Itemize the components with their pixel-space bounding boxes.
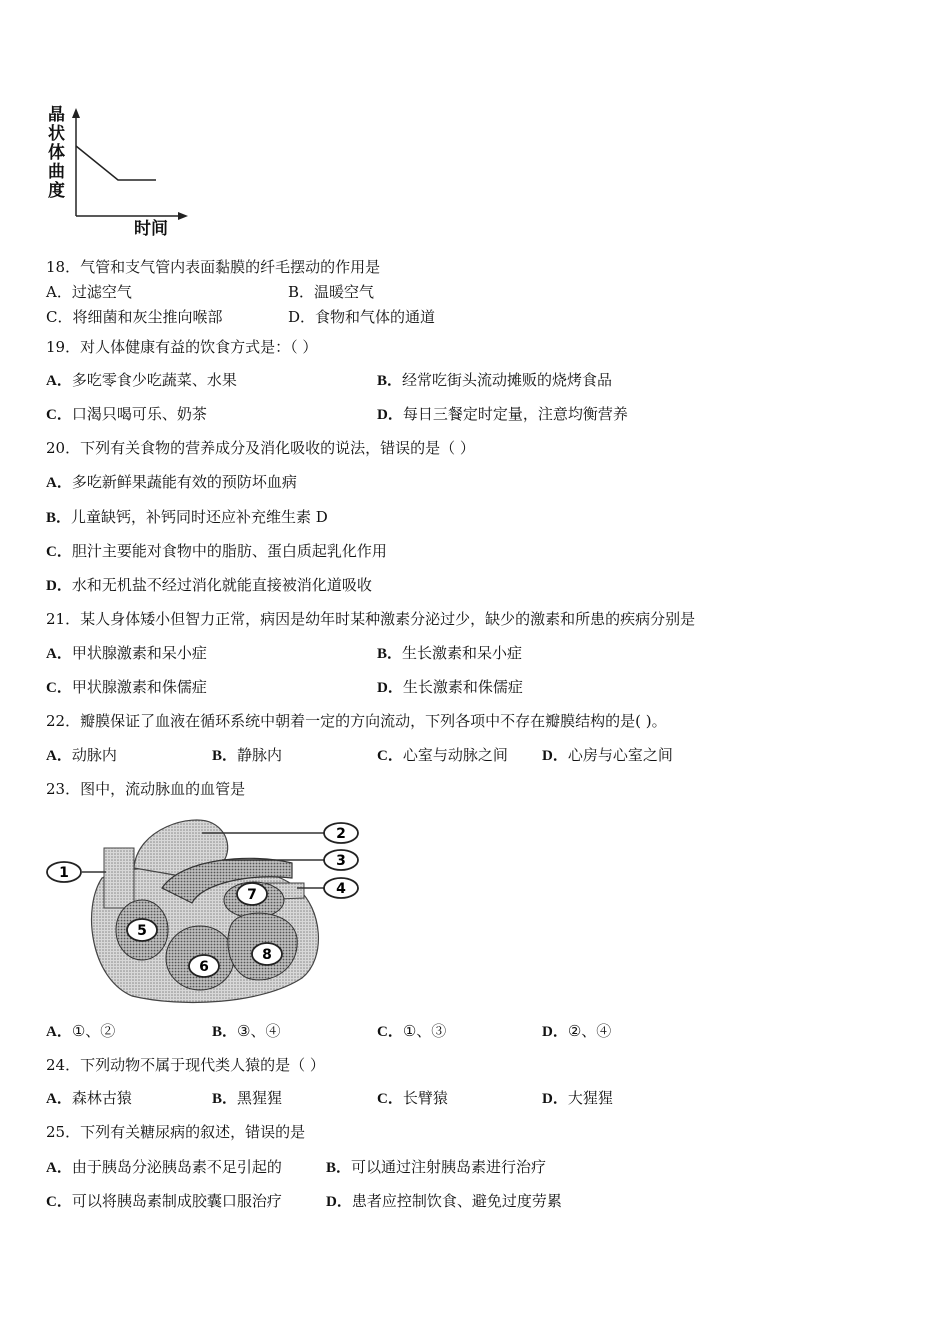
option-label: B． [46, 510, 72, 526]
label-marker-8 [252, 943, 282, 965]
label-marker-1 [47, 862, 81, 882]
option-label: C． [46, 680, 72, 696]
y-label-char: 度 [48, 181, 65, 201]
q18-stem: 18．气管和支气管内表面黏膜的纤毛摆动的作用是 [46, 258, 381, 276]
option-label: A． [46, 373, 72, 389]
vena-cava [104, 848, 134, 908]
option-text: 生长激素和侏儒症 [402, 678, 523, 696]
q20-option-d[interactable] [46, 575, 372, 596]
q23-option-b[interactable] [212, 1021, 280, 1042]
option-label: A． [46, 1024, 72, 1040]
option-text: 可以通过注射胰岛素进行治疗 [351, 1158, 547, 1176]
q19-option-a[interactable] [46, 370, 237, 391]
option-label: D． [377, 680, 403, 696]
q21-option-a[interactable] [46, 643, 207, 664]
label-6-text: 6 [199, 959, 209, 975]
y-label-char: 体 [48, 143, 65, 163]
q22-option-c[interactable] [377, 745, 508, 766]
q22-option-b[interactable] [212, 745, 282, 766]
option-text: 心室与动脉之间 [402, 746, 508, 764]
option-text: ③、④ [237, 1022, 281, 1040]
option-text: 食物和气体的通道 [315, 308, 436, 326]
q19-option-d[interactable] [377, 404, 628, 425]
q23-stem: 23．图中，流动脉血的血管是 [46, 780, 246, 798]
q20-option-a[interactable] [46, 472, 297, 493]
q23-option-c[interactable] [377, 1021, 446, 1042]
q20-option-c[interactable] [46, 541, 387, 562]
x-axis-label: 时间 [134, 219, 168, 239]
label-8-text: 8 [262, 947, 272, 963]
option-label: B． [377, 646, 403, 662]
option-label: A． [46, 475, 72, 491]
q18-option-c[interactable] [46, 307, 223, 327]
q22-stem: 22．瓣膜保证了血液在循环系统中朝着一定的方向流动，下列各项中不存在瓣膜结构的是( )。 [46, 712, 667, 730]
q22-option-a[interactable] [46, 745, 117, 766]
option-label: D． [542, 1024, 568, 1040]
q25-option-b[interactable] [326, 1157, 546, 1178]
q25-option-d[interactable] [326, 1191, 562, 1212]
label-marker-3 [324, 850, 358, 870]
graph-axes [44, 100, 194, 225]
y-label-char: 状 [48, 124, 65, 144]
q24-stem: 24．下列动物不属于现代类人猿的是（ ） [46, 1056, 325, 1074]
option-label: B． [212, 1091, 238, 1107]
option-text: 甲状腺激素和侏儒症 [71, 678, 207, 696]
label-3-text: 3 [336, 853, 346, 869]
option-text: ①、② [71, 1022, 116, 1040]
option-label: D． [542, 1091, 568, 1107]
option-label: B． [212, 748, 238, 764]
option-label: C． [46, 1194, 72, 1210]
label-1-text: 1 [59, 865, 69, 881]
label-7-text: 7 [247, 887, 257, 903]
q18-option-d[interactable] [288, 307, 435, 327]
q21-option-c[interactable] [46, 677, 207, 698]
q22-option-d[interactable] [542, 745, 673, 766]
option-label: C． [46, 308, 73, 326]
option-text: ①、③ [402, 1022, 447, 1040]
option-text: 过滤空气 [71, 283, 132, 301]
option-text: 心房与心室之间 [567, 746, 673, 764]
option-label: C． [377, 1024, 403, 1040]
q19-stem: 19．对人体健康有益的饮食方式是：（ ） [46, 338, 318, 356]
option-label: B． [377, 373, 403, 389]
label-marker-7 [237, 883, 267, 905]
lens-curvature-graph [44, 100, 194, 245]
q23-option-d[interactable] [542, 1021, 611, 1042]
label-marker-5 [127, 919, 157, 941]
option-label: A． [46, 646, 72, 662]
option-text: 胆汁主要能对食物中的脂肪、蛋白质起乳化作用 [71, 542, 387, 560]
q21-stem: 21．某人身体矮小但智力正常，病因是幼年时某种激素分泌过少，缺少的激素和所患的疾病分别是 [46, 610, 696, 628]
q24-option-c[interactable] [377, 1088, 448, 1109]
option-text: 动脉内 [71, 746, 117, 764]
y-arrow [72, 108, 80, 118]
q18-option-a[interactable] [46, 282, 132, 302]
option-text: 每日三餐定时定量，注意均衡营养 [402, 405, 628, 423]
option-label: B． [288, 283, 315, 301]
option-text: 森林古猿 [71, 1089, 132, 1107]
label-5-text: 5 [137, 923, 147, 939]
option-label: D． [542, 748, 568, 764]
heart-diagram [42, 808, 372, 1008]
option-text: 温暖空气 [314, 283, 375, 301]
label-marker-4 [324, 878, 358, 898]
option-label: C． [377, 1091, 403, 1107]
y-label-char: 晶 [48, 105, 65, 125]
option-text: 长臂猿 [402, 1089, 448, 1107]
option-label: A． [46, 1160, 72, 1176]
option-text: 静脉内 [237, 746, 283, 764]
option-text: 多吃新鲜果蔬能有效的预防坏血病 [71, 473, 297, 491]
option-label: C． [46, 407, 72, 423]
label-marker-6 [189, 955, 219, 977]
q19-option-b[interactable] [377, 370, 612, 391]
q21-option-b[interactable] [377, 643, 522, 664]
q21-option-d[interactable] [377, 677, 523, 698]
q24-option-a[interactable] [46, 1088, 132, 1109]
q20-option-b[interactable] [46, 507, 328, 528]
option-text: 水和无机盐不经过消化就能直接被消化道吸收 [71, 576, 372, 594]
option-text: 大猩猩 [567, 1089, 613, 1107]
option-text: 由于胰岛分泌胰岛素不足引起的 [71, 1158, 282, 1176]
option-text: 口渴只喝可乐、奶茶 [71, 405, 207, 423]
y-label-char: 曲 [48, 162, 65, 182]
q18-option-b[interactable] [288, 282, 374, 302]
option-label: D． [46, 578, 72, 594]
option-text: 患者应控制饮食、避免过度劳累 [351, 1192, 562, 1210]
q25-stem: 25．下列有关糖尿病的叙述，错误的是 [46, 1123, 306, 1141]
option-text: 儿童缺钙，补钙同时还应补充维生素 D [71, 508, 328, 526]
option-label: D． [326, 1194, 352, 1210]
option-label: C． [46, 544, 72, 560]
option-label: D． [377, 407, 403, 423]
label-4-text: 4 [336, 881, 346, 897]
option-label: A． [46, 748, 72, 764]
q25-option-a[interactable] [46, 1157, 282, 1178]
option-label: A． [46, 283, 72, 301]
label-marker-2 [324, 823, 358, 843]
option-text: 甲状腺激素和呆小症 [71, 644, 207, 662]
heart-illustration [42, 808, 372, 1008]
option-label: B． [212, 1024, 238, 1040]
q23-option-a[interactable] [46, 1021, 115, 1042]
option-text: 可以将胰岛素制成胶囊口服治疗 [71, 1192, 282, 1210]
curvature-line [76, 146, 156, 180]
option-label: A． [46, 1091, 72, 1107]
q20-stem: 20．下列有关食物的营养成分及消化吸收的说法，错误的是（ ） [46, 439, 475, 457]
option-label: B． [326, 1160, 352, 1176]
option-text: 将细菌和灰尘推向喉部 [72, 308, 223, 326]
option-text: 生长激素和呆小症 [402, 644, 523, 662]
q24-option-d[interactable] [542, 1088, 613, 1109]
option-text: 经常吃街头流动摊贩的烧烤食品 [402, 371, 613, 389]
q24-option-b[interactable] [212, 1088, 282, 1109]
q25-option-c[interactable] [46, 1191, 282, 1212]
option-text: 多吃零食少吃蔬菜、水果 [71, 371, 237, 389]
option-text: 黑猩猩 [237, 1089, 283, 1107]
label-2-text: 2 [336, 826, 346, 842]
q19-option-c[interactable] [46, 404, 207, 425]
option-text: ②、④ [567, 1022, 612, 1040]
option-label: C． [377, 748, 403, 764]
x-arrow [178, 212, 188, 220]
option-label: D． [288, 308, 316, 326]
